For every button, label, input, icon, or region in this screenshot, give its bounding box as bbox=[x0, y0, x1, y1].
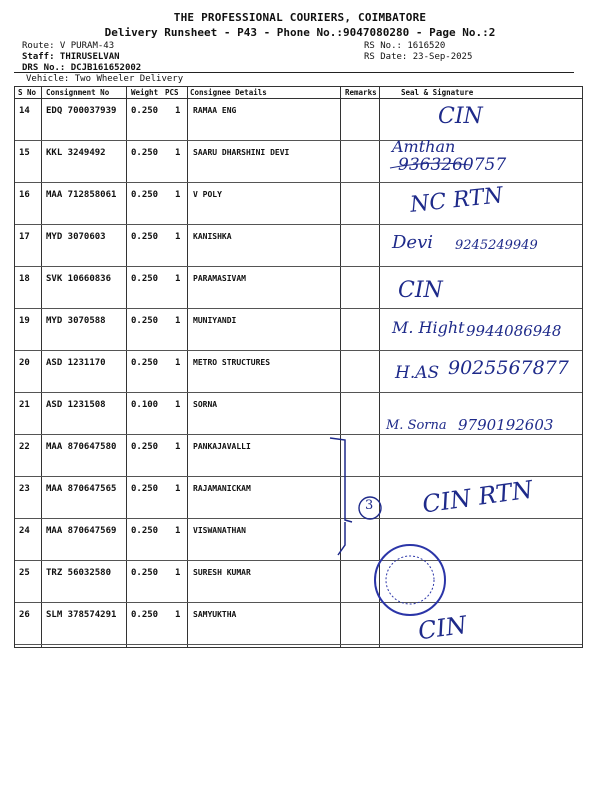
cell-weight: 0.250 bbox=[131, 568, 159, 578]
bracket-mark bbox=[330, 438, 352, 555]
signature-15: Amthan bbox=[392, 137, 456, 156]
cell-consignee: SAARU DHARSHINI DEVI bbox=[193, 148, 290, 157]
cell-consignment: ASD 1231508 bbox=[46, 400, 106, 410]
note-nc-rtn: NC RTN bbox=[408, 183, 505, 218]
col-weight: Weight bbox=[131, 88, 159, 97]
col-consignment: Consignment No bbox=[46, 88, 110, 97]
drs-label: DRS No.: DCJB161652002 bbox=[22, 63, 142, 73]
runsheet-title: Delivery Runsheet - P43 - Phone No.:9047080280 - Page No.:2 bbox=[104, 26, 496, 39]
cell-consignment: MAA 870647565 bbox=[46, 484, 117, 494]
signature-21: M. Sorna bbox=[386, 418, 447, 433]
cell-sno: 18 bbox=[19, 274, 30, 284]
cell-consignment: SLM 378574291 bbox=[46, 610, 117, 620]
company-title: THE PROFESSIONAL COURIERS, COIMBATORE bbox=[173, 11, 427, 24]
col-seal: Seal & Signature bbox=[401, 88, 474, 97]
cell-consignment: KKL 3249492 bbox=[46, 148, 106, 158]
cell-weight: 0.250 bbox=[131, 190, 159, 200]
cell-consignee: VISWANATHAN bbox=[193, 526, 246, 535]
cell-weight: 0.250 bbox=[131, 610, 159, 620]
cell-weight: 0.250 bbox=[131, 484, 159, 494]
stamp-inner bbox=[386, 556, 434, 604]
cell-sno: 25 bbox=[19, 568, 30, 578]
cell-consignee: KANISHKA bbox=[193, 232, 232, 241]
cell-pcs: 1 bbox=[175, 400, 181, 410]
cell-pcs: 1 bbox=[175, 106, 181, 116]
cell-consignee: RAMAA ENG bbox=[193, 106, 237, 115]
cell-weight: 0.250 bbox=[131, 232, 159, 242]
vehicle-label: Vehicle: Two Wheeler Delivery bbox=[26, 74, 184, 84]
cell-pcs: 1 bbox=[175, 442, 181, 452]
cell-sno: 17 bbox=[19, 232, 30, 242]
cell-weight: 0.250 bbox=[131, 106, 159, 116]
cell-sno: 19 bbox=[19, 316, 30, 326]
cell-consignment: MYD 3070588 bbox=[46, 316, 106, 326]
cell-weight: 0.250 bbox=[131, 442, 159, 452]
cell-consignee: SAMYUKTHA bbox=[193, 610, 237, 619]
rs-no-label: RS No.: 1616520 bbox=[364, 41, 446, 51]
col-consignee: Consignee Details bbox=[190, 88, 267, 97]
cell-weight: 0.100 bbox=[131, 400, 159, 410]
cell-consignee: PARAMASIVAM bbox=[193, 274, 246, 283]
cell-consignment: MAA 712858061 bbox=[46, 190, 117, 200]
cell-sno: 14 bbox=[19, 106, 30, 116]
note-cin-2: CIN bbox=[398, 278, 443, 303]
cell-pcs: 1 bbox=[175, 148, 181, 158]
cell-consignee: MUNIYANDI bbox=[193, 316, 237, 325]
col-pcs: PCS bbox=[165, 88, 179, 97]
cell-consignee: METRO STRUCTURES bbox=[193, 358, 271, 367]
phone-19: 9944086948 bbox=[466, 322, 562, 340]
cell-consignment: ASD 1231170 bbox=[46, 358, 106, 368]
cell-weight: 0.250 bbox=[131, 316, 159, 326]
cell-weight: 0.250 bbox=[131, 358, 159, 368]
signature-17: Devi bbox=[392, 232, 434, 253]
cell-sno: 21 bbox=[19, 400, 30, 410]
cell-sno: 20 bbox=[19, 358, 30, 368]
cell-pcs: 1 bbox=[175, 484, 181, 494]
cell-pcs: 1 bbox=[175, 526, 181, 536]
cell-consignee: PANKAJAVALLI bbox=[193, 442, 251, 451]
note-cin-3: CIN bbox=[416, 610, 469, 646]
cell-pcs: 1 bbox=[175, 358, 181, 368]
cell-pcs: 1 bbox=[175, 232, 181, 242]
cell-consignment: MAA 870647580 bbox=[46, 442, 117, 452]
phone-15: 9363260757 bbox=[398, 155, 507, 175]
cell-consignee: SORNA bbox=[193, 400, 218, 409]
cell-pcs: 1 bbox=[175, 610, 181, 620]
signature-20: H.AS bbox=[395, 363, 440, 383]
cell-sno: 15 bbox=[19, 148, 30, 158]
cell-consignee: SURESH KUMAR bbox=[193, 568, 251, 577]
cell-sno: 26 bbox=[19, 610, 30, 620]
cell-pcs: 1 bbox=[175, 316, 181, 326]
cell-pcs: 1 bbox=[175, 568, 181, 578]
staff-label: Staff: THIRUSELVAN bbox=[22, 52, 120, 62]
cell-weight: 0.250 bbox=[131, 526, 159, 536]
cell-consignment: MYD 3070603 bbox=[46, 232, 106, 242]
cell-consignee: V POLY bbox=[193, 190, 222, 199]
cell-pcs: 1 bbox=[175, 274, 181, 284]
signature-19: M. Hight bbox=[392, 318, 465, 337]
phone-21: 9790192603 bbox=[458, 416, 554, 434]
col-sno: S No bbox=[18, 88, 37, 97]
cell-sno: 22 bbox=[19, 442, 30, 452]
cell-sno: 16 bbox=[19, 190, 30, 200]
cell-weight: 0.250 bbox=[131, 148, 159, 158]
cell-consignment: SVK 10660836 bbox=[46, 274, 112, 284]
cell-weight: 0.250 bbox=[131, 274, 159, 284]
phone-17: 9245249949 bbox=[455, 238, 538, 253]
cell-consignee: RAJAMANICKAM bbox=[193, 484, 251, 493]
note-cin-1: CIN bbox=[438, 104, 483, 129]
cell-consignment: TRZ 56032580 bbox=[46, 568, 112, 578]
cell-pcs: 1 bbox=[175, 190, 181, 200]
rs-date-label: RS Date: 23-Sep-2025 bbox=[364, 52, 473, 62]
bracket-number: 3 bbox=[365, 498, 374, 513]
cell-sno: 23 bbox=[19, 484, 30, 494]
route-label: Route: V PURAM-43 bbox=[22, 41, 115, 51]
cell-sno: 24 bbox=[19, 526, 30, 536]
note-cin-rtn: CIN RTN bbox=[420, 475, 535, 519]
cell-consignment: EDQ 700037939 bbox=[46, 106, 117, 116]
cell-consignment: MAA 870647569 bbox=[46, 526, 117, 536]
phone-20: 9025567877 bbox=[448, 357, 569, 379]
col-remarks: Remarks bbox=[345, 88, 377, 97]
